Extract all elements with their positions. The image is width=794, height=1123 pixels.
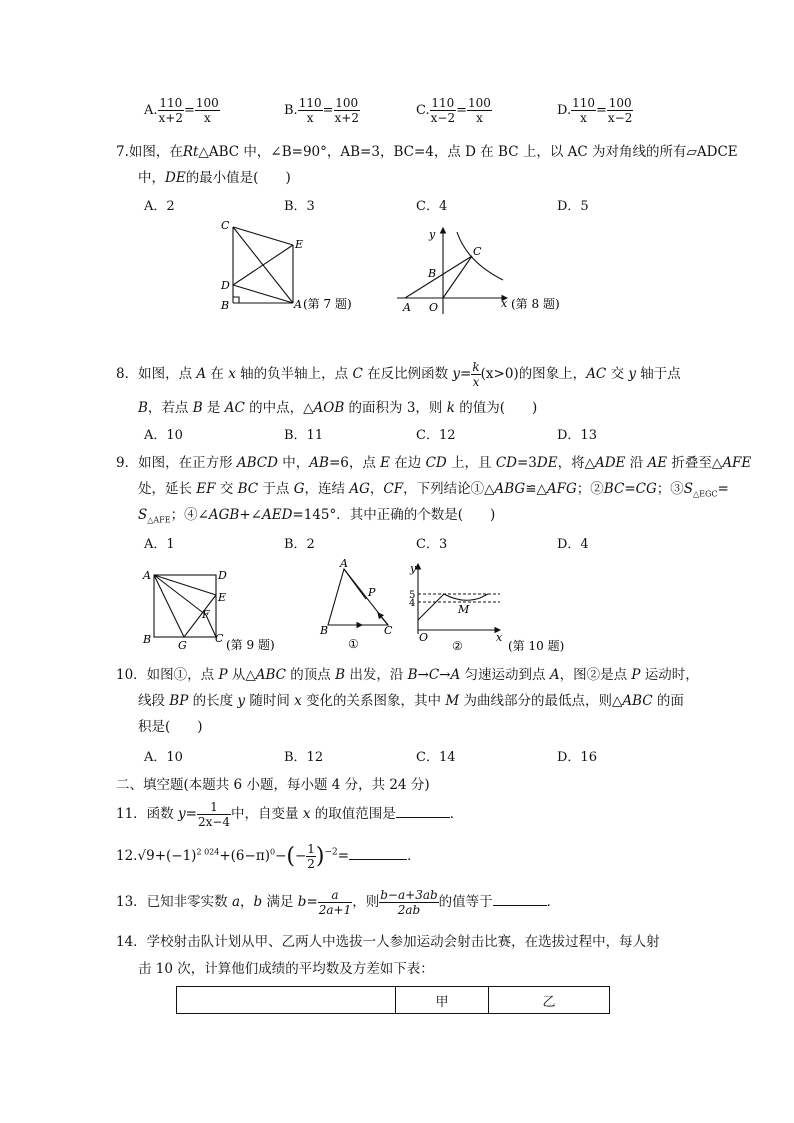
table-cell: 甲 (396, 987, 489, 1014)
label-c: C (215, 632, 224, 645)
answer-blank[interactable] (349, 859, 407, 860)
q10-option-a: A．10 (144, 750, 183, 765)
q8-option-d: D．13 (557, 428, 597, 443)
fraction: $\frac{1}{2}$ (307, 842, 315, 871)
q9-option-b: B．2 (284, 537, 315, 552)
label-b: B (221, 299, 230, 312)
q7-option-d: D．5 (557, 199, 589, 214)
q6-option-a: A. $\frac{110}{x+2}$ = $\frac{100}{x}$ (144, 96, 219, 125)
label-x: x (496, 631, 503, 644)
fraction: $\frac{110}{x}$ (298, 96, 322, 125)
q9-line3: $S_{\triangle AFE}$；④∠AGB+∠AED=145°．其中正确的个数是( ) (138, 507, 496, 525)
circle-label: ② (452, 639, 463, 653)
q6-option-c: C. $\frac{110}{x-2}$ = $\frac{100}{x}$ (416, 96, 491, 125)
fraction: $\frac{b-a+3ab}{2ab}$ (380, 888, 438, 917)
q8-line1: 8．如图，点 A 在 x 轴的负半轴上，点 C 在反比例函数 y= $\frac{k}{x}$ (x>0)的图象上，AC 交 y 轴于点 (116, 360, 681, 389)
q14-line2: 击 10 次，计算他们成绩的平均数及方差如下表： (138, 961, 434, 977)
q8-line2: B，若点 B 是 AC 的中点，△AOB 的面积为 3，则 k 的值为( ) (138, 400, 538, 416)
q8-option-c: C．12 (416, 428, 456, 443)
fraction: $\frac{100}{x+2}$ (334, 96, 359, 125)
fraction: $\frac{110}{x}$ (572, 96, 595, 125)
circle-label: ① (348, 637, 359, 651)
caption: (第 8 题) (511, 297, 560, 311)
caption: (第 9 题) (226, 638, 275, 652)
label-a: A (294, 298, 302, 311)
q9-option-d: D．4 (557, 537, 589, 552)
q13: 13．已知非零实数 a，b 满足 b= $\frac{a}{2a+1}$ ，则 $\frac{b-a+3ab}{2ab}$ 的值等于 ． (116, 888, 561, 917)
label-a: A (143, 569, 151, 582)
fraction: $\frac{110}{x-2}$ (430, 96, 456, 125)
label-o: O (429, 301, 439, 314)
label-a: A (340, 557, 348, 570)
label-g: G (178, 639, 187, 652)
figure-8 (395, 222, 575, 320)
label-a: A (403, 301, 411, 314)
answer-blank[interactable] (493, 905, 547, 906)
caption: (第 7 题) (303, 297, 352, 311)
label-o: O (419, 631, 429, 644)
label-c: C (221, 219, 230, 232)
fraction: $\frac{1}{2x-4}$ (197, 800, 231, 829)
q10-option-d: D．16 (557, 750, 597, 765)
fraction: $\frac{110}{x+2}$ (158, 96, 183, 125)
figure-7 (215, 215, 365, 315)
figure-10-2 (404, 560, 584, 656)
label-x: x (501, 297, 508, 310)
q9-line1: 9．如图，在正方形 ABCD 中，AB=6，点 E 在边 CD 上，且 CD=3DE，将△ADE 沿 AE 折叠至△AFE (116, 455, 752, 471)
label-b: B (143, 633, 152, 646)
q10-line3: 积是( ) (138, 719, 203, 735)
label-d: D (218, 569, 227, 582)
q6-option-b: B. $\frac{110}{x}$ = $\frac{100}{x+2}$ (284, 96, 359, 125)
score-table (176, 986, 610, 1014)
figure-9 (138, 563, 288, 655)
option-label: A. (144, 103, 158, 118)
label-c: C (384, 624, 393, 637)
q8-option-b: B．11 (284, 428, 324, 443)
label-y: y (410, 562, 417, 575)
label-b: B (428, 267, 437, 280)
q7-option-b: B．3 (284, 199, 315, 214)
label-d: D (221, 279, 230, 292)
figure-10-1 (318, 555, 398, 653)
q9-line2: 处，延长 EF 交 BC 于点 G，连结 AG，CF，下列结论①△ABG≌△AFG；②BC=CG；$③S_{\triangle EGC}=$ (138, 481, 729, 499)
q12: $12.√9+(-1)^{2 024}+(6-\pi)^0-(-$ $\frac{1}{2}$ )$^{-2}$= ． (116, 842, 421, 871)
label-c: C (473, 245, 482, 258)
fraction: $\frac{100}{x-2}$ (607, 96, 633, 125)
table-cell (177, 987, 396, 1014)
label-e: E (218, 591, 227, 604)
label-m: M (458, 603, 470, 616)
label-4: 4 (409, 598, 416, 609)
table-row (177, 987, 610, 1014)
label-f: F (202, 608, 210, 621)
answer-blank[interactable] (396, 817, 450, 818)
q11: 11．函数 y= $\frac{1}{2x-4}$ 中，自变量 x 的取值范围是 ． (116, 800, 464, 829)
q10-line2: 线段 BP 的长度 y 随时间 x 变化的关系图象，其中 M 为曲线部分的最低点，则△ABC 的面 (138, 693, 684, 709)
fraction: $\frac{100}{x}$ (195, 96, 219, 125)
label-b: B (320, 624, 329, 637)
label-p: P (368, 586, 376, 599)
q9-option-c: C．3 (416, 537, 448, 552)
q10-option-c: C．14 (416, 750, 456, 765)
q8-option-a: A．10 (144, 428, 183, 443)
label-5: 5 (409, 590, 416, 601)
q7-option-c: C．4 (416, 199, 448, 214)
q9-option-a: A．1 (144, 537, 175, 552)
fraction-k-over-x: $\frac{k}{x}$ (472, 360, 480, 389)
q14-line1: 14．学校射击队计划从甲、乙两人中选拔一人参加运动会射击比赛，在选拔过程中，每人射 (116, 934, 660, 950)
q10-line1: 10．如图①，点 P 从△ABC 的顶点 B 出发，沿 B→C→A 匀速运动到点 A，图②是点 P 运动时， (116, 667, 699, 683)
table-cell: 乙 (489, 987, 610, 1014)
section-heading: 二、填空题(本题共 6 小题，每小题 4 分，共 24 分) (116, 777, 430, 793)
fraction: $\frac{a}{2a+1}$ (318, 888, 352, 917)
fraction: $\frac{100}{x}$ (468, 96, 491, 125)
q7-line2: 中，DE的最小值是( ) (138, 170, 291, 186)
caption: (第 10 题) (508, 639, 565, 653)
q6-option-d: D. $\frac{110}{x}$ = $\frac{100}{x-2}$ (557, 96, 633, 125)
q7-line1: 7.如图，在Rt△ABC 中，∠B=90°，AB=3，BC=4，点 D 在 BC 上，以 AC 为对角线的所有▱ADCE (116, 144, 738, 160)
q7-option-a: A．2 (144, 199, 175, 214)
q10-option-b: B．12 (284, 750, 324, 765)
label-y: y (429, 228, 436, 241)
label-e: E (295, 238, 304, 251)
